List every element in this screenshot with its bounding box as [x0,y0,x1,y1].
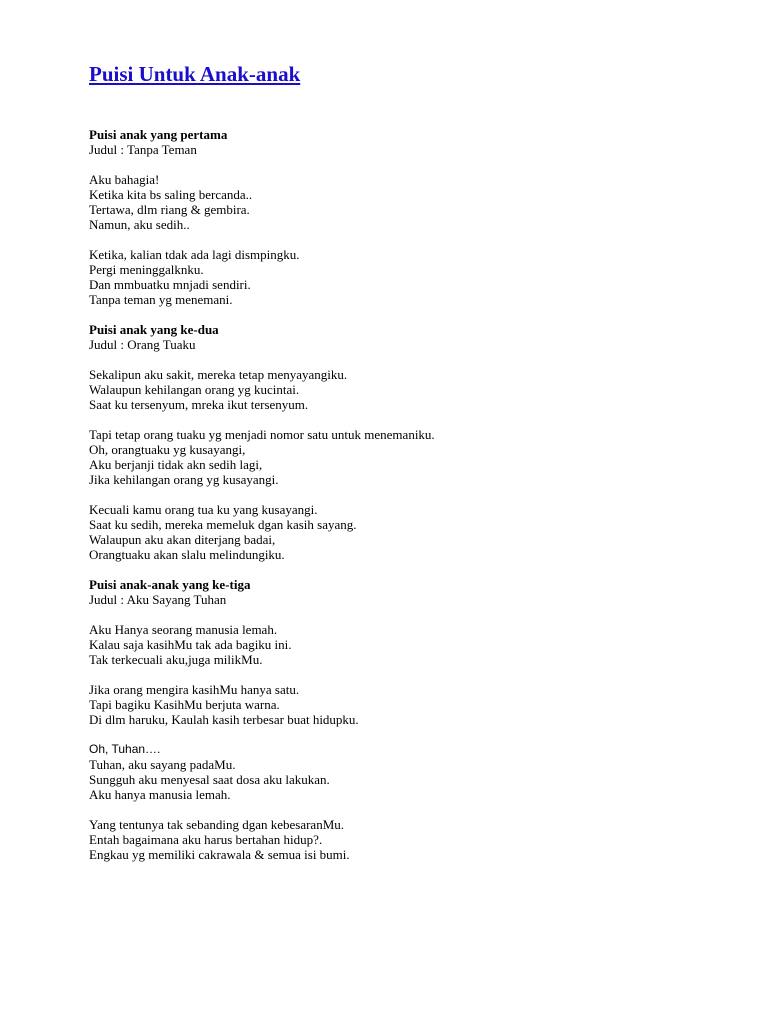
poem-line: Namun, aku sedih.. [89,217,190,232]
poem-line: Aku Hanya seorang manusia lemah. [89,622,278,637]
stanza [89,817,729,862]
poem-line: Jika orang mengira kasihMu hanya satu. [89,682,300,697]
poem-line: Ketika, kalian tdak ada lagi dismpingku. [89,247,300,262]
poem-line: Tertawa, dlm riang & gembira. [89,202,250,217]
poem-line: Aku bahagia! [89,172,160,187]
poem-line: Orangtuaku akan slalu melindungiku. [89,547,285,562]
poem-line: Walaupun kehilangan orang yg kucintai. [89,382,300,397]
poem-subtitle: Judul : Tanpa Teman [89,142,197,157]
stanza [89,622,729,667]
poem-heading: Puisi anak-anak yang ke-tiga [89,577,251,592]
poem-line: Aku berjanji tidak akn sedih lagi, [89,457,263,472]
poem-line: Tanpa teman yg menemani. [89,292,233,307]
poem-line: Sekalipun aku sakit, mereka tetap menyayangiku. [89,367,348,382]
poem-line: Jika kehilangan orang yg kusayangi. [89,472,279,487]
poem-line: Aku hanya manusia lemah. [89,787,231,802]
poem-line: Pergi meninggalknku. [89,262,204,277]
poem-line: Sungguh aku menyesal saat dosa aku lakukan. [89,772,330,787]
stanza [89,742,729,802]
page-title[interactable]: Puisi Untuk Anak-anak [89,62,301,86]
poem-line: Walaupun aku akan diterjang badai, [89,532,276,547]
poem-line: Tuhan, aku sayang padaMu. [89,757,236,772]
stanza [89,427,729,487]
poem-line: Tapi tetap orang tuaku yg menjadi nomor satu untuk menemaniku. [89,427,435,442]
poem-line: Oh, Tuhan…. [89,742,161,756]
stanza [89,502,729,562]
poem-line: Ketika kita bs saling bercanda.. [89,187,253,202]
stanza [89,172,729,232]
poem-heading: Puisi anak yang ke-dua [89,322,219,337]
poem-line: Tapi bagiku KasihMu berjuta warna. [89,697,280,712]
poem-line: Kalau saja kasihMu tak ada bagiku ini. [89,637,292,652]
poem-line: Kecuali kamu orang tua ku yang kusayangi. [89,502,318,517]
poem-subtitle: Judul : Aku Sayang Tuhan [89,592,227,607]
poem-line: Yang tentunya tak sebanding dgan kebesaranMu. [89,817,345,832]
stanza [89,247,729,307]
poem-line: Di dlm haruku, Kaulah kasih terbesar buat hidupku. [89,712,359,727]
poem-line: Engkau yg memiliki cakrawala & semua isi bumi. [89,847,350,862]
poem-section-2 [89,322,729,562]
poem-subtitle: Judul : Orang Tuaku [89,337,196,352]
poem-line: Saat ku tersenyum, mreka ikut tersenyum. [89,397,309,412]
poem-line: Entah bagaimana aku harus bertahan hidup?. [89,832,323,847]
poem-line: Oh, orangtuaku yg kusayangi, [89,442,246,457]
poem-section-3 [89,577,729,862]
poem-line: Dan mmbuatku mnjadi sendiri. [89,277,251,292]
stanza [89,367,729,412]
poem-line: Saat ku sedih, mereka memeluk dgan kasih sayang. [89,517,357,532]
poem-line: Tak terkecuali aku,juga milikMu. [89,652,263,667]
document-page [89,62,729,862]
stanza [89,682,729,727]
poem-heading: Puisi anak yang pertama [89,127,228,142]
poem-section-1 [89,127,729,307]
